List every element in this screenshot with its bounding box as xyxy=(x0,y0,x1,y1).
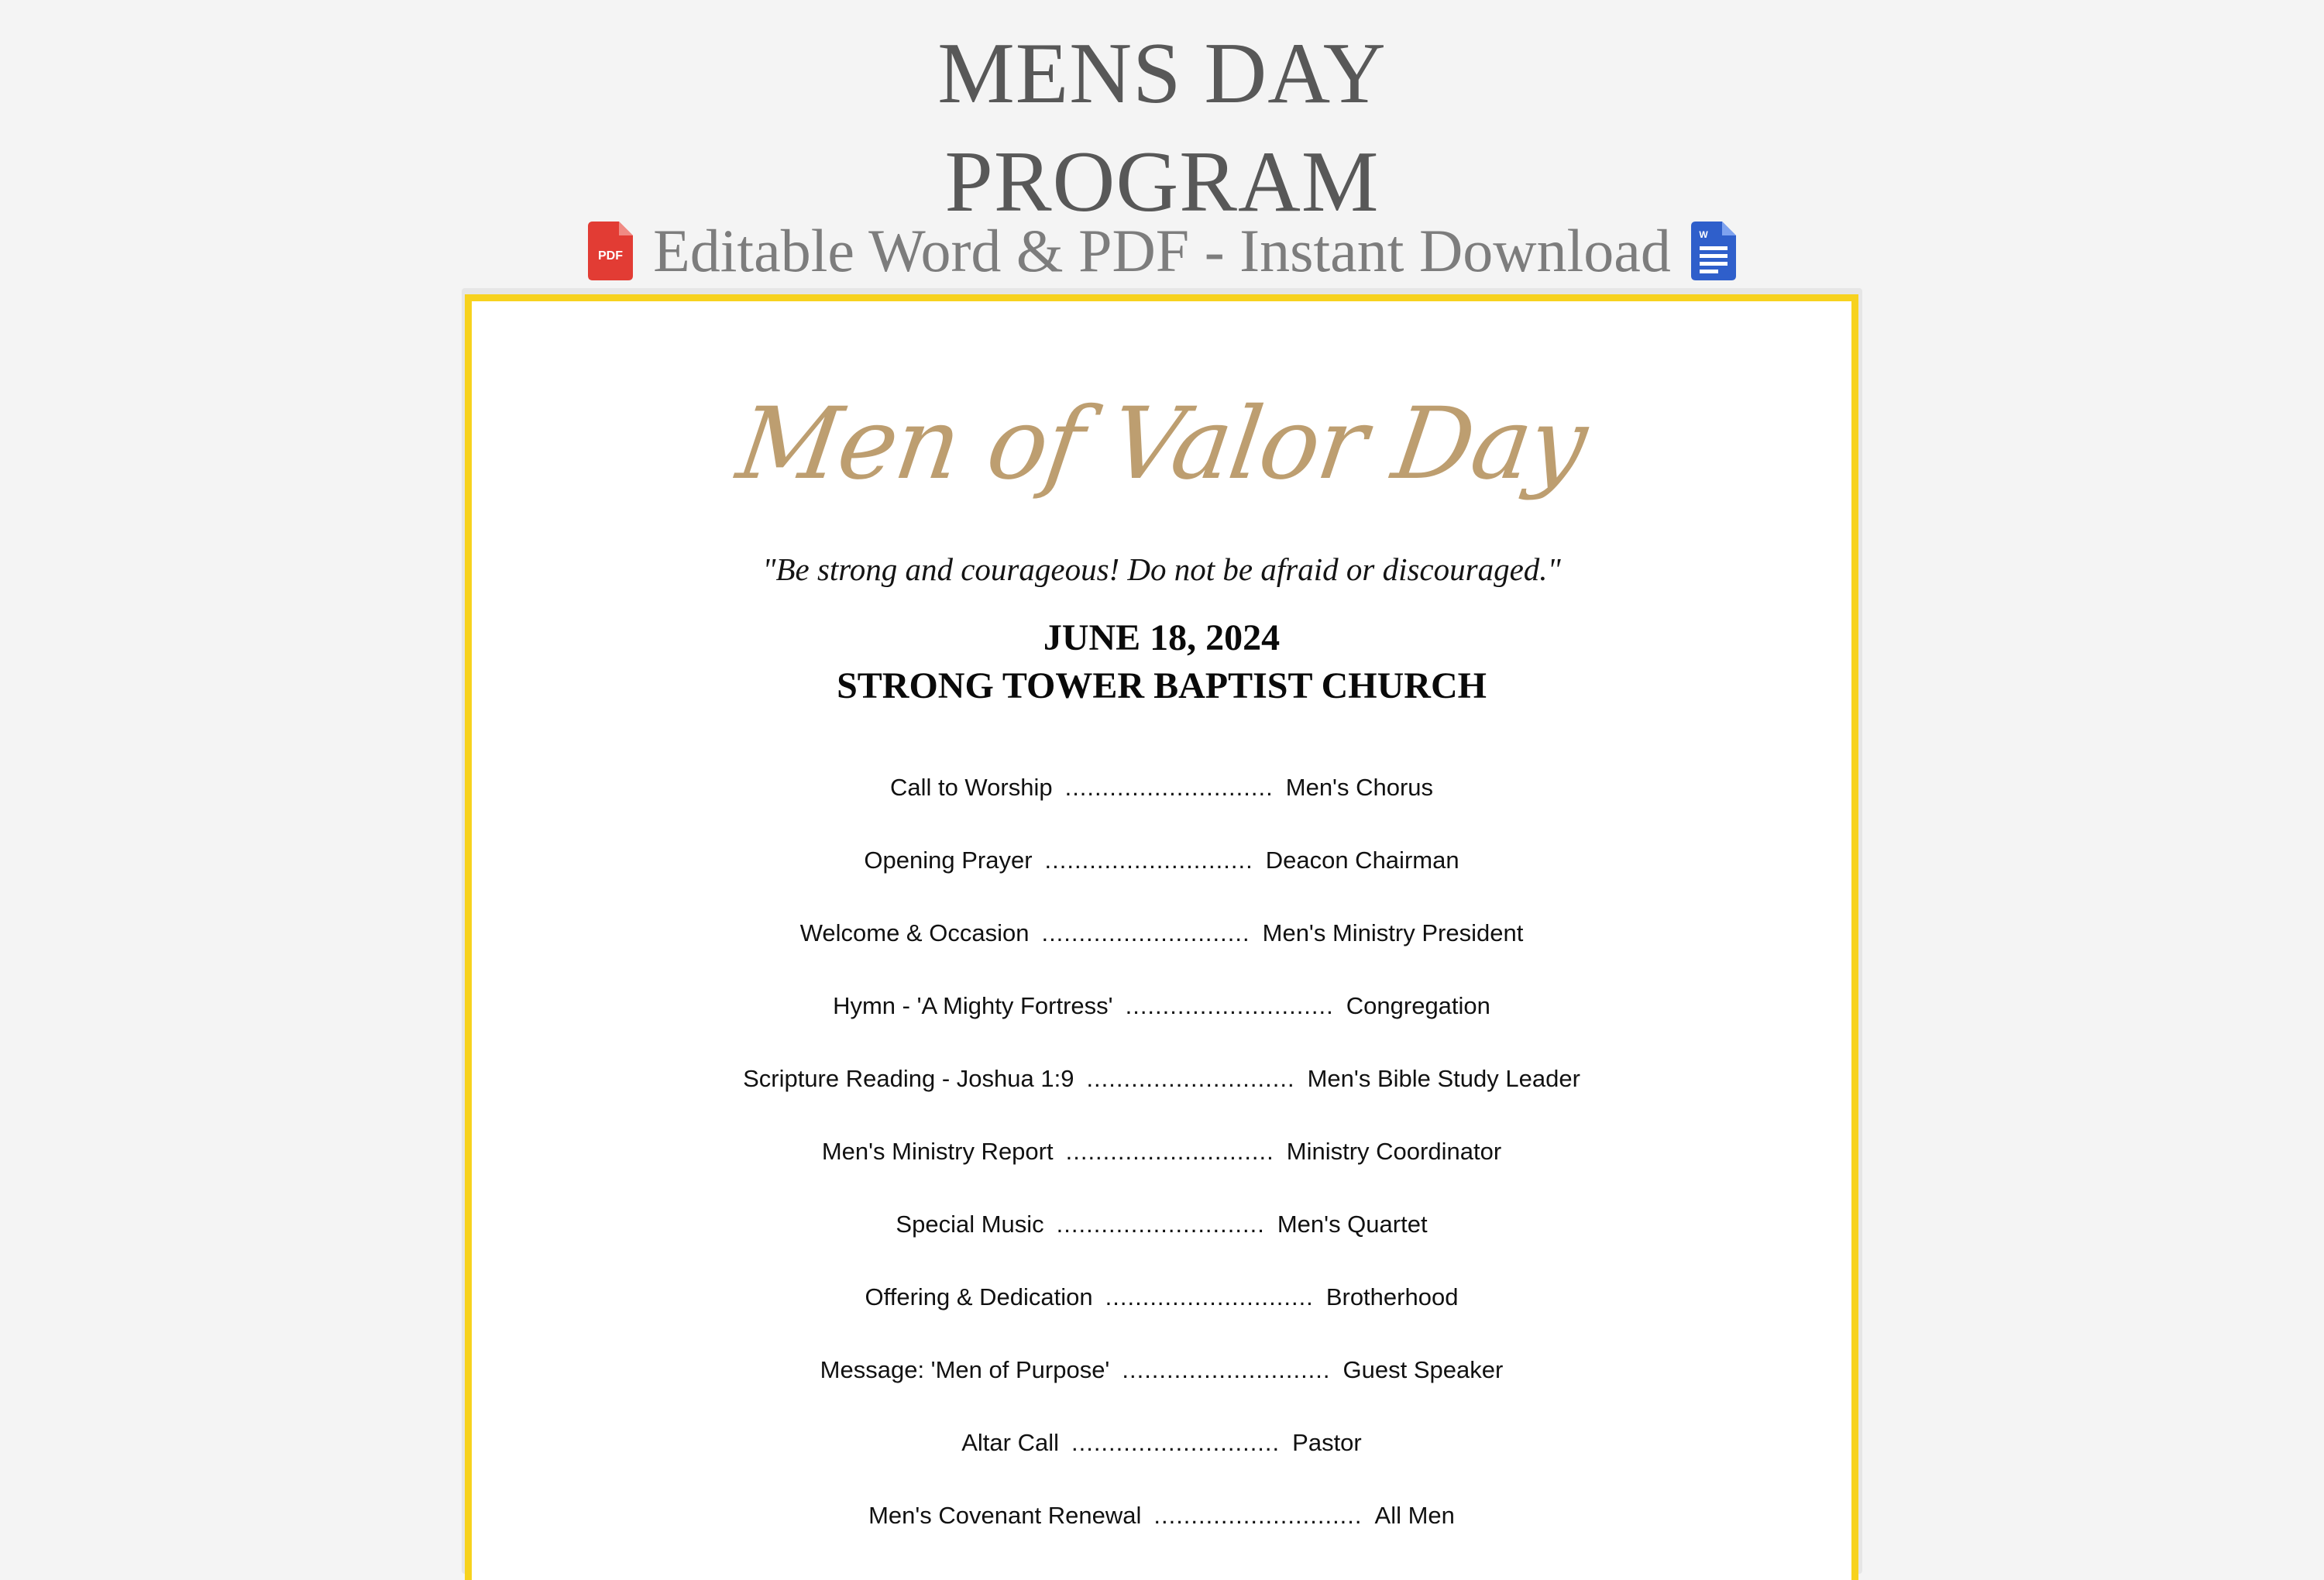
program-item xyxy=(472,1204,1851,1277)
title-line-2: PROGRAM xyxy=(944,134,1380,230)
dot-leader: ............................ xyxy=(1086,1065,1295,1092)
program-item-title: Opening Prayer xyxy=(864,847,1033,874)
program-order-list xyxy=(472,768,1851,1568)
program-item-title: Offering & Dedication xyxy=(865,1283,1093,1310)
program-item-person: Deacon Chairman xyxy=(1265,847,1459,874)
program-item xyxy=(472,840,1851,913)
pdf-icon-label: PDF xyxy=(598,249,624,263)
dot-leader: ............................ xyxy=(1041,919,1250,946)
program-item-person: Congregation xyxy=(1346,992,1490,1019)
program-item-person: Men's Chorus xyxy=(1285,774,1434,801)
program-item-title: Altar Call xyxy=(961,1429,1059,1456)
title-line-1: MENS DAY xyxy=(937,26,1387,122)
dot-leader: ............................ xyxy=(1105,1283,1314,1310)
program-item xyxy=(472,986,1851,1059)
dot-leader: ............................ xyxy=(1056,1211,1265,1238)
program-item-title: Men's Covenant Renewal xyxy=(868,1502,1142,1529)
dot-leader: ............................ xyxy=(1153,1502,1363,1529)
page-title xyxy=(0,19,2324,236)
program-item-person: Ministry Coordinator xyxy=(1286,1138,1502,1165)
program-item xyxy=(472,768,1851,840)
dot-leader: ............................ xyxy=(1122,1356,1331,1383)
program-item-title: Call to Worship xyxy=(889,774,1053,801)
program-item-person: Brotherhood xyxy=(1325,1283,1459,1310)
subtitle-text: Editable Word & PDF - Instant Download xyxy=(653,217,1671,284)
script-title: Men of Valor Day xyxy=(731,386,1593,502)
program-item xyxy=(472,1423,1851,1496)
program-item-title: Message: 'Men of Purpose' xyxy=(820,1356,1110,1383)
program-item-title: Special Music xyxy=(896,1211,1044,1238)
program-item-title: Hymn - 'A Mighty Fortress' xyxy=(833,992,1113,1019)
program-item xyxy=(472,913,1851,986)
program-item-person: Men's Bible Study Leader xyxy=(1307,1065,1580,1092)
program-document-preview xyxy=(465,294,1858,1580)
program-item-title: Welcome & Occasion xyxy=(799,919,1030,946)
program-item-person: Guest Speaker xyxy=(1342,1356,1504,1383)
dot-leader: ............................ xyxy=(1125,992,1334,1019)
word-icon-label: W xyxy=(1699,229,1708,240)
pdf-file-icon xyxy=(588,222,633,280)
program-item xyxy=(472,1059,1851,1132)
program-item-title: Men's Ministry Report xyxy=(821,1138,1054,1165)
program-item-person: Men's Quartet xyxy=(1277,1211,1428,1238)
event-date: JUNE 18, 2024 xyxy=(1043,617,1281,658)
word-document-icon xyxy=(1691,222,1736,280)
program-item-person: All Men xyxy=(1374,1502,1455,1529)
dot-leader: ............................ xyxy=(1044,847,1253,874)
program-item xyxy=(472,1132,1851,1204)
program-item xyxy=(472,1496,1851,1568)
church-name: STRONG TOWER BAPTIST CHURCH xyxy=(837,665,1487,706)
program-item-title: Scripture Reading - Joshua 1:9 xyxy=(743,1065,1074,1092)
program-item xyxy=(472,1277,1851,1350)
dot-leader: ............................ xyxy=(1065,1138,1274,1165)
scripture-verse: "Be strong and courageous! Do not be afraid or discouraged." xyxy=(762,551,1561,587)
product-subtitle xyxy=(0,213,2324,289)
dot-leader: ............................ xyxy=(1064,774,1274,801)
program-item-person: Pastor xyxy=(1292,1429,1362,1456)
program-item xyxy=(472,1350,1851,1423)
program-item-person: Men's Ministry President xyxy=(1262,919,1524,946)
dot-leader: ............................ xyxy=(1071,1429,1281,1456)
